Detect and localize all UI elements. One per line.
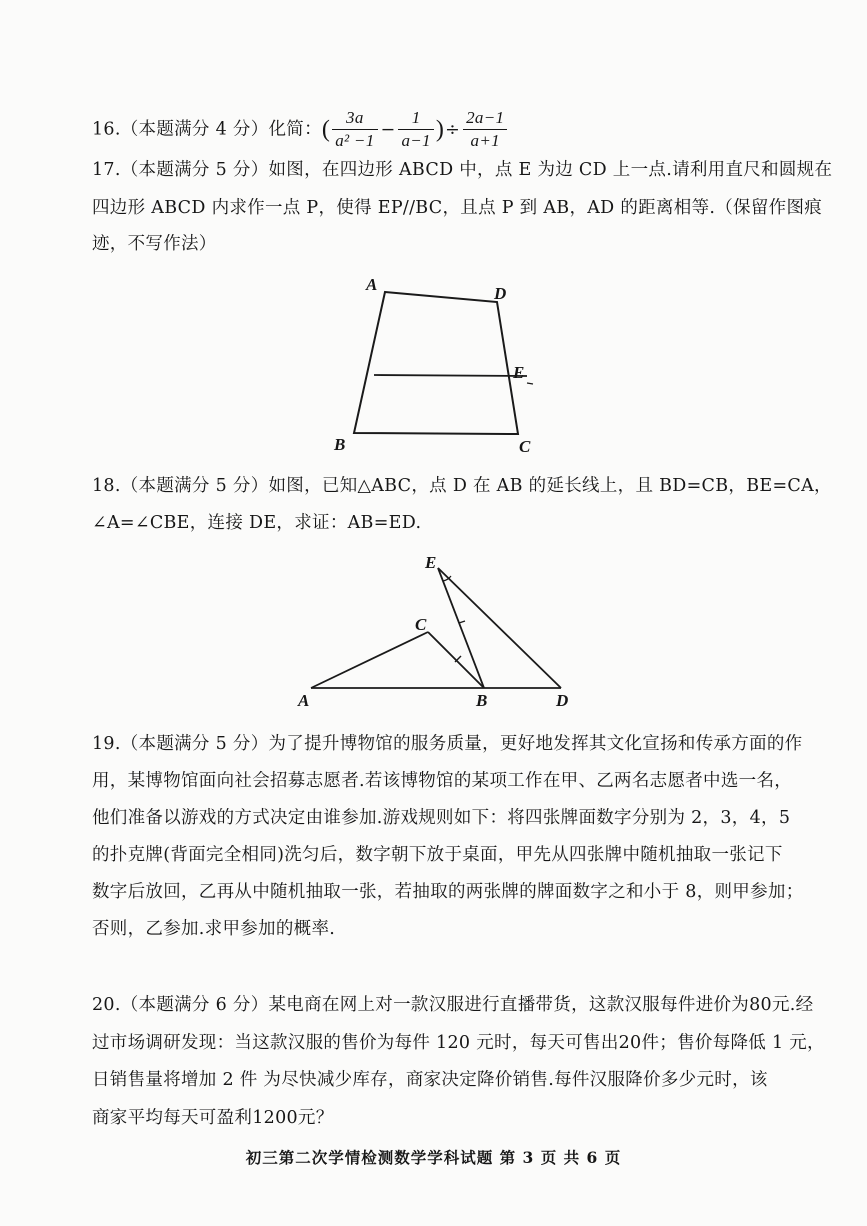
- label-e: E: [425, 553, 437, 572]
- q16-line: 16.（本题满分 4 分）化简：( $\frac{3a}{\text{a² −1}}$ − $\frac{1}{a-1}$ )÷ $\frac{2a-1}{a+1}$: [92, 107, 509, 152]
- q19-line-3: 他们准备以游戏的方式决定由谁参加.游戏规则如下：将四张牌面数字分别为 2，3，4，5: [92, 808, 791, 828]
- q16-divide: ÷: [445, 119, 461, 140]
- page-footer: 初三第二次学情检测数学学科试题 第 3 页 共 6 页: [245, 1148, 622, 1167]
- label-a: A: [298, 691, 310, 710]
- segment-cb: [428, 632, 484, 688]
- segment-ac: [311, 632, 428, 688]
- label-b: B: [334, 435, 346, 454]
- q19-line-2: 用，某博物馆面向社会招募志愿者.若该博物馆的某项工作在甲、乙两名志愿者中选一名，: [92, 771, 793, 791]
- q16-fraction-2: $\frac{1}{a-1}$: [398, 107, 433, 152]
- tick-mark-eb: [459, 621, 465, 623]
- q16-fraction-3: $\frac{2a-1}{a+1}$: [463, 107, 507, 152]
- label-d: D: [556, 691, 569, 710]
- label-b: B: [476, 691, 488, 710]
- q16-fraction-1: $\frac{3a}{\text{a² −1}}$: [332, 107, 377, 152]
- q20-line-3: 日销售量将增加 2 件 为尽快减少库存，商家决定降价销售.每件汉服降价多少元时，该: [92, 1070, 768, 1090]
- label-c: C: [519, 437, 531, 456]
- q20-line-1: 20.（本题满分 6 分）某电商在网上对一款汉服进行直播带货，这款汉服每件进价为80元.经: [92, 995, 814, 1015]
- q19-line-5: 数字后放回，乙再从中随机抽取一张，若抽取的两张牌的牌面数字之和小于 8，则甲参加；: [92, 882, 804, 902]
- q20-line-4: 商家平均每天可盈利1200元？: [92, 1108, 334, 1128]
- q17-line-3: 迹，不写作法）: [92, 234, 217, 254]
- segment-eb: [438, 568, 484, 688]
- q20-line-2: 过市场调研发现：当这款汉服的售价为每件 120 元时，每天可售出20件；售价每降低 1 元，: [92, 1033, 825, 1053]
- q19-line-4: 的扑克牌(背面完全相同)洗匀后，数字朝下放于桌面，甲先从四张牌中随机抽取一张记下: [92, 845, 783, 865]
- q17-line-2: 四边形 ABCD 内求作一点 P，使得 EP//BC，且点 P 到 AB，AD 的距离相等.（保留作图痕: [92, 198, 823, 218]
- label-e: E: [513, 363, 525, 382]
- q18-line-1: 18.（本题满分 5 分）如图，已知△ABC，点 D 在 AB 的延长线上，且 BD=CB，BE=CA，: [92, 476, 832, 496]
- q16-prefix: 16.（本题满分 4 分）化简：: [92, 119, 322, 140]
- q16-minus: −: [380, 119, 396, 140]
- q19-line-6: 否则，乙参加.求甲参加的概率.: [92, 919, 336, 939]
- label-d: D: [494, 284, 507, 303]
- label-a: A: [366, 275, 378, 294]
- label-c: C: [415, 615, 427, 634]
- segment-ed: [438, 568, 561, 688]
- q19-line-1: 19.（本题满分 5 分）为了提升博物馆的服务质量，更好地发挥其文化宣扬和传承方面的作: [92, 734, 803, 754]
- q17-line-1: 17.（本题满分 5 分）如图，在四边形 ABCD 中，点 E 为边 CD 上一点.请利用直尺和圆规在: [92, 160, 833, 180]
- q18-line-2: ∠A=∠CBE，连接 DE，求证：AB=ED.: [92, 513, 422, 533]
